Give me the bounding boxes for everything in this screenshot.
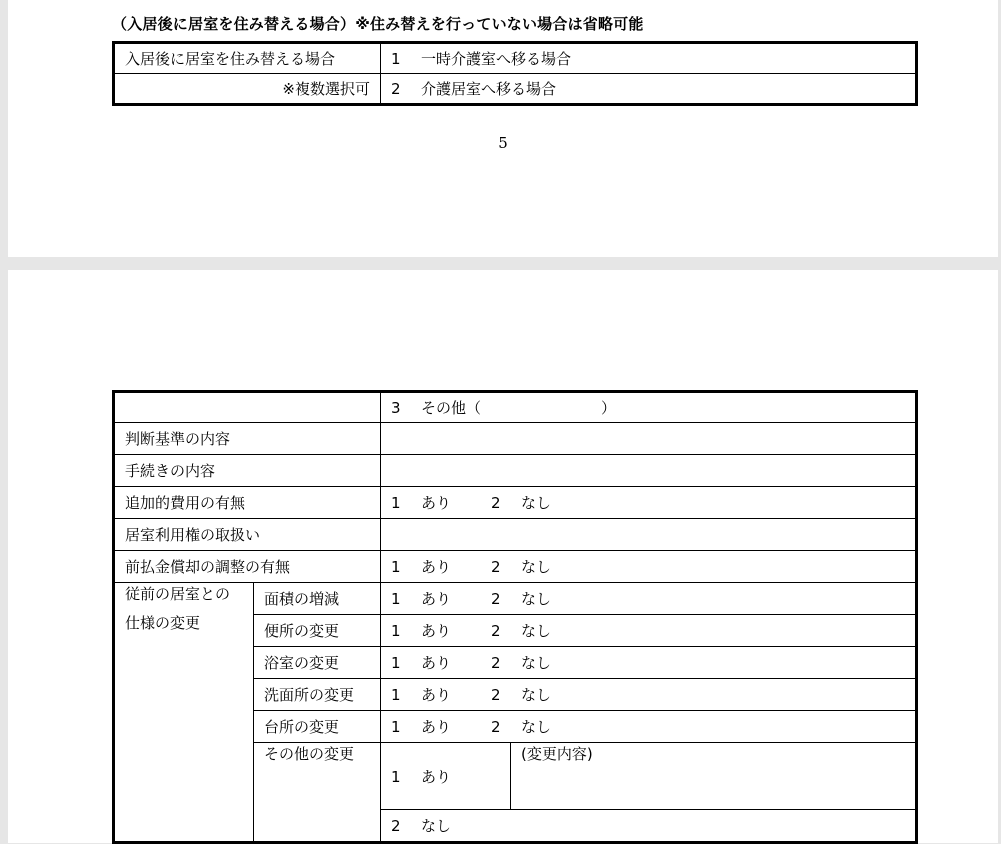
spec-item-options: 1 あり 2 なし [381, 615, 917, 647]
row-label: 手続きの内容 [114, 455, 381, 487]
spec-item-label: 面積の増減 [254, 583, 381, 615]
other-option: 3 その他（ ） [381, 392, 917, 423]
row-options: 1 あり 2 なし [381, 487, 917, 519]
rehousing-option: 2 介護居室へ移る場合 [381, 74, 917, 105]
row-value [381, 423, 917, 455]
spec-item-options: 1 あり 2 なし [381, 583, 917, 615]
rehousing-option: 1 一時介護室へ移る場合 [381, 43, 917, 74]
spec-item-label: 便所の変更 [254, 615, 381, 647]
rehousing-table [112, 41, 918, 106]
page-number: 5 [498, 134, 508, 152]
section-heading: （入居後に居室を住み替える場合）※住み替えを行っていない場合は省略可能 [112, 15, 644, 33]
other-change-yes: 1 あり [381, 743, 511, 810]
spec-item-label: その他の変更 [254, 743, 381, 843]
spec-item-options: 1 あり 2 なし [381, 679, 917, 711]
spec-item-options: 1 あり 2 なし [381, 647, 917, 679]
spec-item-label: 洗面所の変更 [254, 679, 381, 711]
rehousing-detail-table [112, 390, 918, 844]
empty-label-cell [114, 392, 381, 423]
document-page-2 [8, 270, 998, 843]
other-change-no: 2 なし [381, 810, 917, 843]
row-label: 判断基準の内容 [114, 423, 381, 455]
row-label: 前払金償却の調整の有無 [114, 551, 381, 583]
row-label: 居室利用権の取扱い [114, 519, 381, 551]
spec-item-options: 1 あり 2 なし [381, 711, 917, 743]
spec-change-group-label: 従前の居室との 仕様の変更 [114, 583, 254, 843]
row-options: 1 あり 2 なし [381, 551, 917, 583]
spec-item-label: 浴室の変更 [254, 647, 381, 679]
multi-select-note: ※複数選択可 [114, 74, 381, 105]
document-page-1 [8, 0, 998, 257]
spec-item-label: 台所の変更 [254, 711, 381, 743]
rehousing-label: 入居後に居室を住み替える場合 [114, 43, 381, 74]
row-value [381, 519, 917, 551]
change-detail-field: (変更内容) [511, 743, 917, 810]
row-value [381, 455, 917, 487]
row-label: 追加的費用の有無 [114, 487, 381, 519]
